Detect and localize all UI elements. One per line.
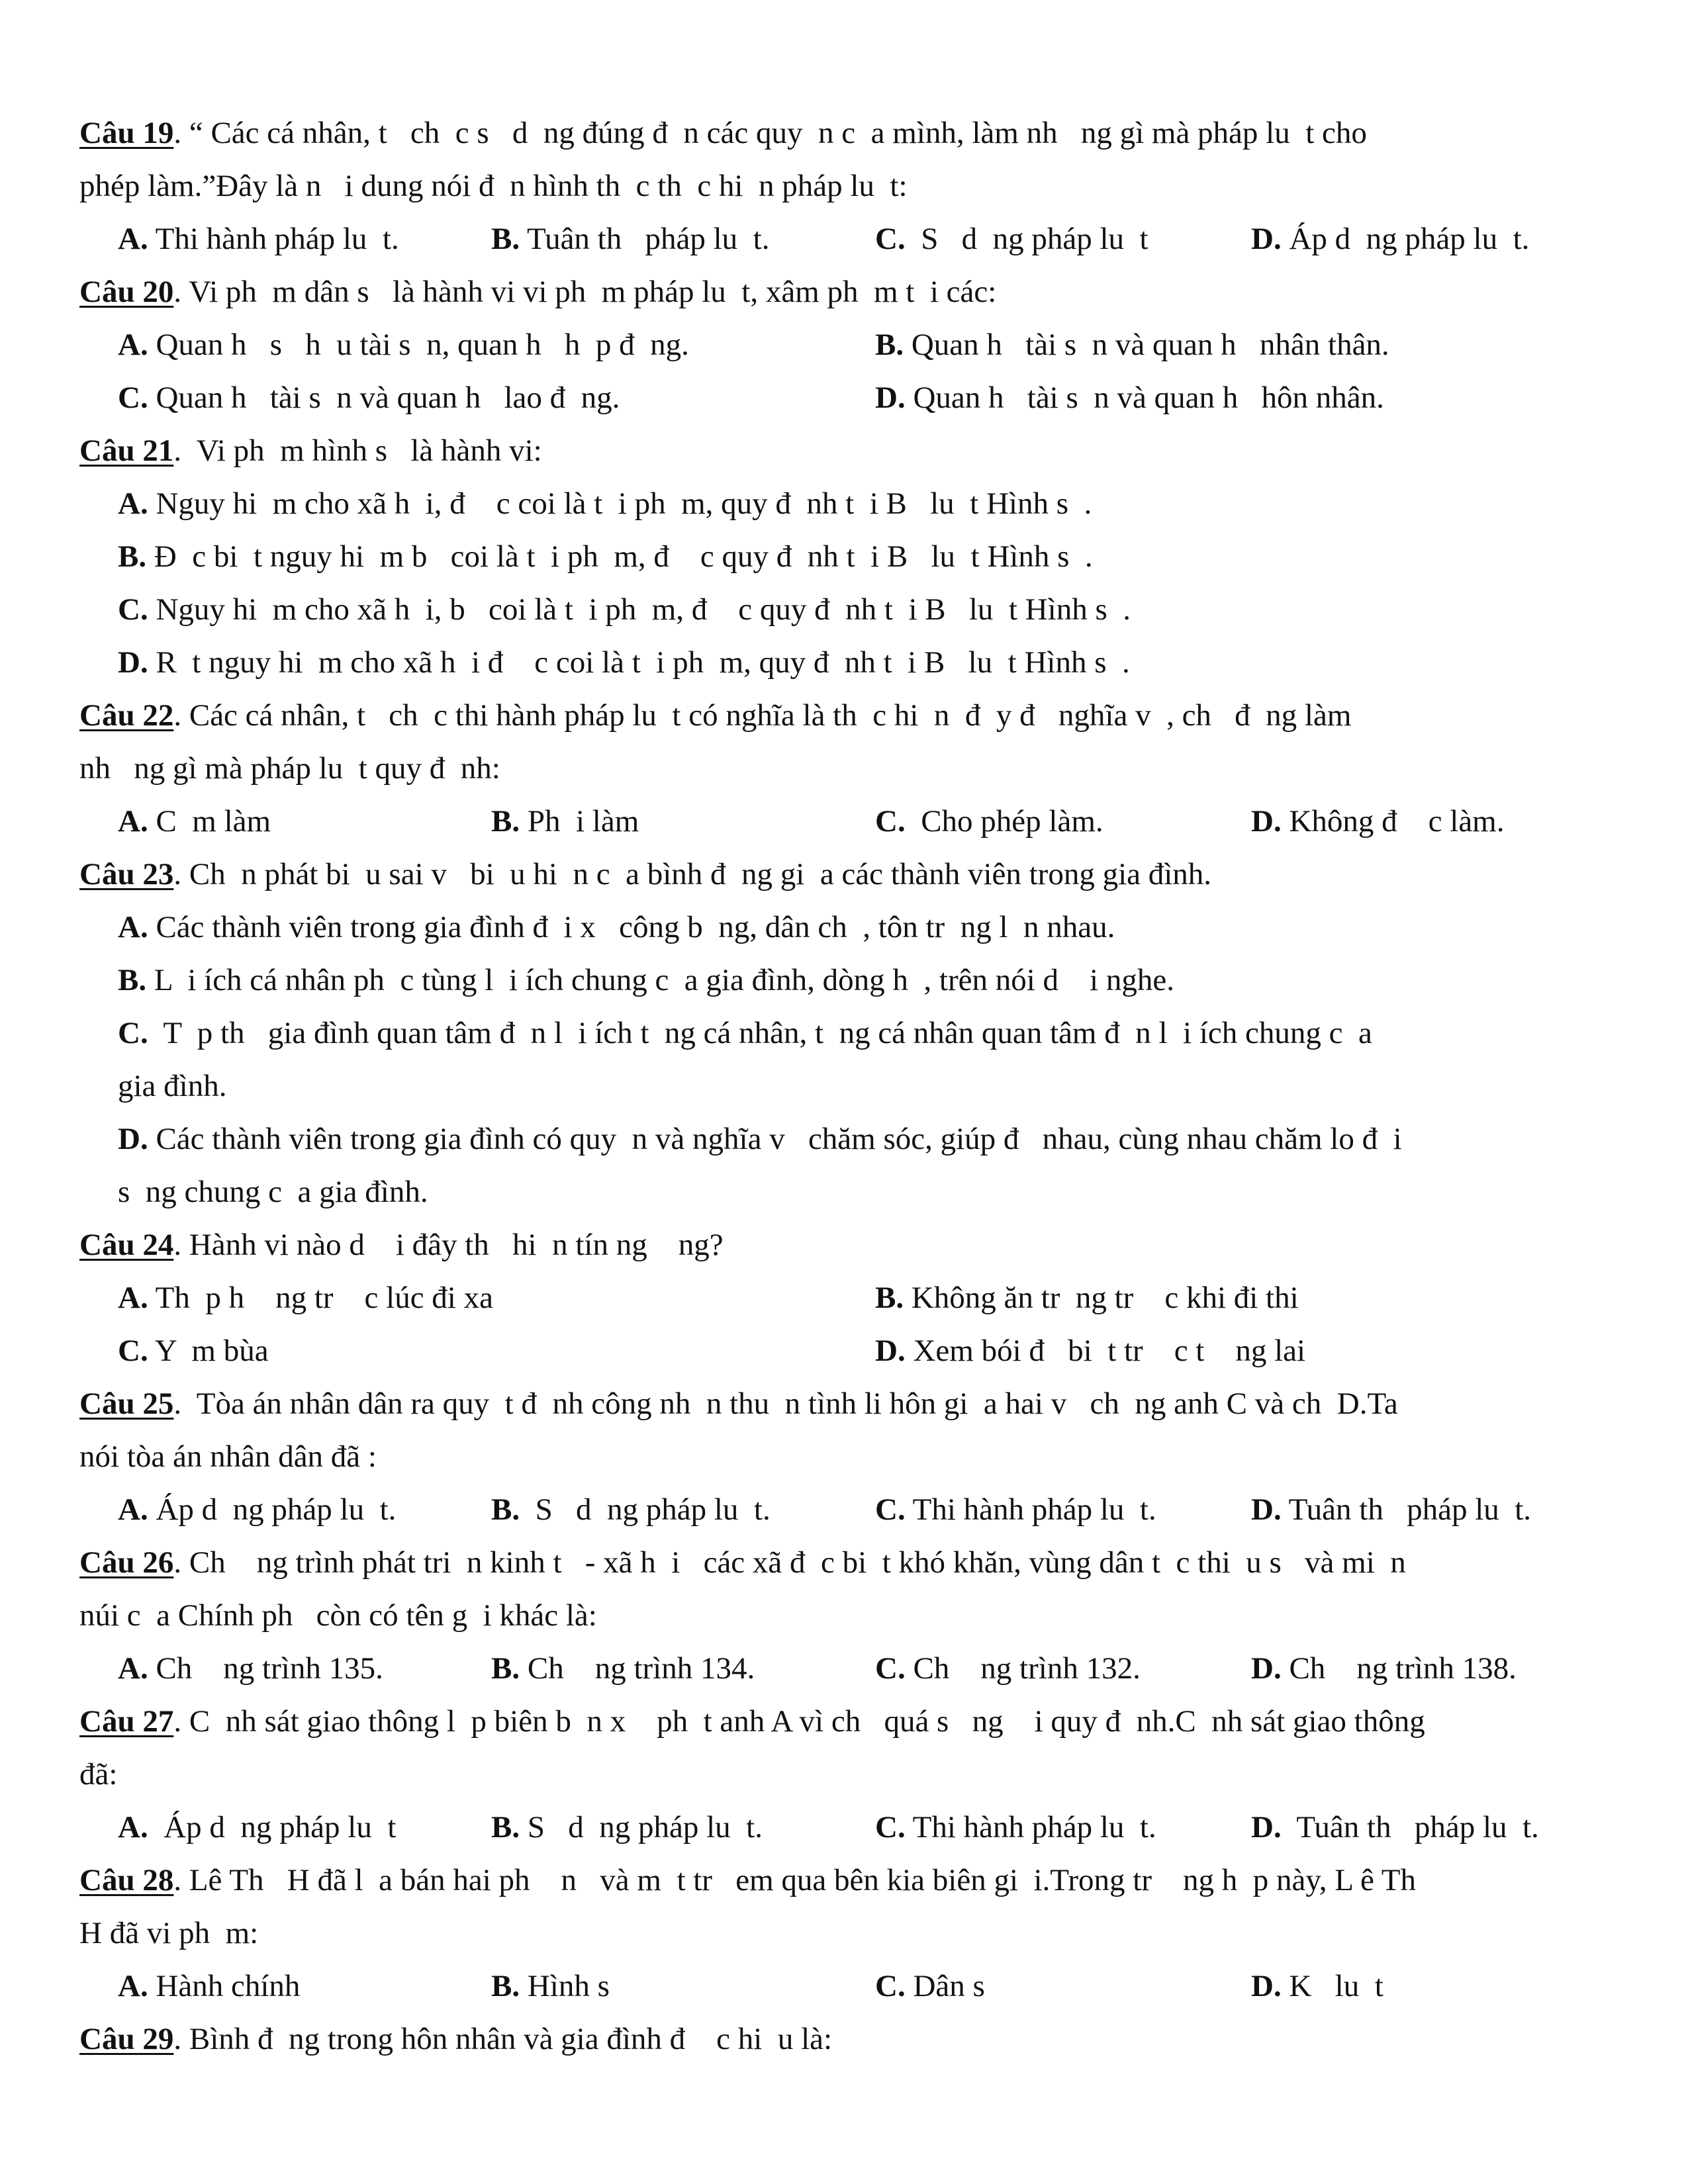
answer-option[interactable] [491,1653,755,1684]
option-text: Quan h tài s n và quan h lao đ ng. [148,381,620,415]
answer-option[interactable] [875,1653,1141,1684]
option-text: T p th gia đình quan tâm đ n l i ích t ng cá nhân, t ng cá nhân quan tâm đ n l i ích chung c a [148,1016,1372,1050]
option-text: Ch ng trình 132. [905,1651,1141,1686]
option-text: Quan h s h u tài s n, quan h h p đ ng. [148,328,689,362]
option-text: Thi hành pháp lu t. [905,1492,1156,1527]
question-text: . Vi ph m dân s là hành vi vi ph m pháp lu t, xâm ph m t i các: [173,275,997,309]
option-letter: D. [875,1334,906,1368]
question-stem [79,1388,1398,1420]
option-text: Không ăn tr ng tr c khi đi thi [904,1281,1299,1315]
question-label: Câu 29 [79,2022,174,2056]
option-letter: C. [118,1016,148,1050]
answer-option[interactable] [118,1336,269,1367]
option-text: Dân s [905,1969,985,2003]
option-letter: D. [1251,1810,1282,1844]
answer-option[interactable] [1251,1653,1517,1684]
question-label: Câu 22 [79,698,174,733]
question-text: . Tòa án nhân dân ra quy t đ nh công nh n thu n tình li hôn gi a hai v ch ng anh C và ch D.Ta [173,1387,1398,1421]
question-stem [79,1865,1416,1896]
option-letter: B. [491,1651,520,1686]
option-letter: B. [491,804,520,839]
option-text: Nguy hi m cho xã h i, đ c coi là t i ph m, quy đ nh t i B lu t Hình s . [148,486,1092,521]
question-stem [79,1706,1425,1737]
option-letter: A. [118,1810,148,1844]
option-letter: C. [118,381,148,415]
option-text: Đ c bi t nguy hi m b coi là t i ph m, đ c quy đ nh t i B lu t Hình s . [146,539,1093,574]
question-text: nói tòa án nhân dân đã : [79,1439,377,1474]
answer-option[interactable] [491,1971,610,2002]
option-letter: C. [875,1651,906,1686]
question-stem [79,2024,832,2055]
answer-option[interactable] [491,806,639,837]
answer-option[interactable] [118,1653,383,1684]
question-label: Câu 26 [79,1545,174,1580]
option-text: Quan h tài s n và quan h nhân thân. [904,328,1389,362]
answer-option[interactable] [1251,224,1529,255]
option-letter: A. [118,804,148,839]
option-text-cont: gia đình. [118,1069,227,1103]
question-label: Câu 20 [79,275,174,309]
question-label: Câu 24 [79,1228,174,1262]
option-text: Các thành viên trong gia đình có quy n và nghĩa v chăm sóc, giúp đ nhau, cùng nhau chăm lo đ i [148,1122,1402,1156]
answer-option[interactable] [118,806,271,837]
option-text: S d ng pháp lu t. [520,1810,763,1844]
option-text: L i ích cá nhân ph c tùng l i ích chung c a gia đình, dòng h , trên nói d i nghe. [146,963,1174,997]
answer-option[interactable] [1251,1494,1531,1525]
option-letter: A. [118,1651,148,1686]
question-stem [79,859,1211,890]
option-text: Ph i làm [520,804,639,839]
question-text: . Bình đ ng trong hôn nhân và gia đình đ c hi u là: [173,2022,833,2056]
option-text: S d ng pháp lu t [905,222,1149,256]
option-letter: C. [118,592,148,627]
option-letter: A. [118,910,148,944]
answer-option[interactable] [491,1812,763,1843]
answer-option[interactable] [875,1812,1156,1843]
question-text: nh ng gì mà pháp lu t quy đ nh: [79,751,500,786]
question-text: . Các cá nhân, t ch c thi hành pháp lu t có nghĩa là th c hi n đ y đ nghĩa v , ch đ ng làm [173,698,1352,733]
answer-option[interactable] [118,330,689,361]
option-letter: A. [118,1969,148,2003]
option-letter: A. [118,486,148,521]
answer-option[interactable] [875,224,1149,255]
answer-option[interactable] [875,1336,1305,1367]
option-text: Thi hành pháp lu t. [148,222,399,256]
question-stem-cont [79,1441,377,1473]
question-text: . Ch ng trình phát tri n kinh t - xã h i các xã đ c bi t khó khăn, vùng dân t c thi u s và mi n [173,1545,1406,1580]
option-letter: D. [1251,1969,1282,2003]
answer-option[interactable] [1251,1812,1539,1843]
option-text: Th p h ng tr c lúc đi xa [148,1281,493,1315]
option-text: Ch ng trình 135. [148,1651,383,1686]
option-letter: B. [875,328,904,362]
option-letter: D. [118,645,148,680]
question-stem [79,435,542,467]
option-letter: D. [1251,804,1282,839]
option-letter: D. [1251,1492,1282,1527]
question-text: . “ Các cá nhân, t ch c s d ng đúng đ n các quy n c a mình, làm nh ng gì mà pháp lu t cho [173,116,1367,150]
question-label: Câu 19 [79,116,174,150]
question-label: Câu 25 [79,1387,174,1421]
option-letter: C. [875,1969,906,2003]
option-letter: B. [118,539,147,574]
option-letter: C. [875,1810,906,1844]
answer-option[interactable] [118,1018,1372,1049]
option-letter: D. [118,1122,148,1156]
option-text: Các thành viên trong gia đình đ i x công b ng, dân ch , tôn tr ng l n nhau. [148,910,1115,944]
option-text: Quan h tài s n và quan h hôn nhân. [905,381,1384,415]
option-letter: B. [491,222,520,256]
answer-option[interactable] [875,383,1384,414]
question-label: Câu 28 [79,1863,174,1897]
option-text: Tuân th pháp lu t. [520,222,770,256]
option-text: Tuân th pháp lu t. [1281,1810,1539,1844]
option-text: S d ng pháp lu t. [520,1492,771,1527]
option-letter: B. [491,1810,520,1844]
option-text: Cho phép làm. [905,804,1103,839]
question-stem-cont [79,171,908,202]
option-text: Hành chính [148,1969,301,2003]
option-text: Y m bùa [148,1334,269,1368]
answer-option[interactable] [118,912,1115,943]
option-letter: A. [118,1492,148,1527]
answer-option[interactable] [118,541,1093,572]
option-letter: B. [491,1492,520,1527]
option-letter: D. [1251,1651,1282,1686]
option-text: Áp d ng pháp lu t. [148,1492,397,1527]
question-stem-cont [79,1759,117,1790]
option-text: Áp d ng pháp lu t. [1281,222,1530,256]
answer-option[interactable] [118,1971,300,2002]
option-text: R t nguy hi m cho xã h i đ c coi là t i ph m, quy đ nh t i B lu t Hình s . [148,645,1130,680]
option-letter: D. [875,381,906,415]
question-label: Câu 23 [79,857,174,891]
question-label: Câu 27 [79,1704,174,1739]
question-stem-cont [79,1600,597,1631]
question-stem-cont [79,753,500,784]
question-text: đã: [79,1757,118,1792]
option-letter: C. [875,222,906,256]
question-text: . Hành vi nào d i đây th hi n tín ng ng? [173,1228,724,1262]
answer-option[interactable] [118,647,1130,678]
question-text: núi c a Chính ph còn có tên g i khác là: [79,1598,597,1633]
answer-option[interactable] [875,806,1103,837]
question-text: . Ch n phát bi u sai v bi u hi n c a bình đ ng gi a các thành viên trong gia đình. [173,857,1212,891]
option-text: Tuân th pháp lu t. [1281,1492,1532,1527]
option-text: Hình s [520,1969,610,2003]
answer-option[interactable] [491,224,769,255]
question-stem [79,1230,724,1261]
answer-option[interactable] [118,1812,396,1843]
option-letter: A. [118,1281,148,1315]
option-letter: B. [875,1281,904,1315]
option-text: C m làm [148,804,271,839]
answer-option[interactable] [118,594,1131,625]
option-text: Nguy hi m cho xã h i, b coi là t i ph m, đ c quy đ nh t i B lu t Hình s . [148,592,1131,627]
answer-option[interactable] [118,1494,396,1525]
option-text: Ch ng trình 138. [1281,1651,1517,1686]
question-stem [79,118,1367,149]
answer-option[interactable] [1251,1971,1383,2002]
answer-option[interactable] [118,1124,1402,1155]
answer-option[interactable] [875,330,1389,361]
option-text: K lu t [1281,1969,1383,2003]
answer-option[interactable] [875,1494,1156,1525]
question-text: . Lê Th H đã l a bán hai ph n và m t tr em qua bên kia biên gi i.Trong tr ng h p này, L ê Th [173,1863,1416,1897]
option-text: Xem bói đ bi t tr c t ng lai [905,1334,1306,1368]
answer-option[interactable] [118,383,620,414]
answer-option[interactable] [875,1283,1299,1314]
option-letter: C. [875,804,906,839]
answer-option[interactable] [491,1494,771,1525]
answer-option[interactable] [118,224,399,255]
question-stem [79,700,1351,731]
question-label: Câu 21 [79,433,174,468]
option-letter: B. [118,963,147,997]
question-text: phép làm.”Đây là n i dung nói đ n hình th c th c hi n pháp lu t: [79,169,908,203]
option-text: Áp d ng pháp lu t [148,1810,397,1844]
answer-option[interactable] [875,1971,985,2002]
option-letter: C. [118,1334,148,1368]
question-text: H đã vi ph m: [79,1916,259,1950]
question-stem-cont [79,1918,258,1949]
question-text: . Vi ph m hình s là hành vi: [173,433,542,468]
option-text: Ch ng trình 134. [520,1651,755,1686]
answer-option[interactable] [118,1283,493,1314]
answer-option[interactable] [118,965,1174,996]
question-stem [79,1547,1406,1578]
option-letter: B. [491,1969,520,2003]
option-letter: A. [118,328,148,362]
option-letter: A. [118,222,148,256]
option-text: Thi hành pháp lu t. [905,1810,1156,1844]
answer-option[interactable] [118,488,1092,520]
option-text: Không đ c làm. [1281,804,1505,839]
question-stem [79,277,996,308]
option-letter: C. [875,1492,906,1527]
answer-option[interactable] [1251,806,1504,837]
option-letter: D. [1251,222,1282,256]
question-text: . C nh sát giao thông l p biên b n x ph t anh A vì ch quá s ng i quy đ nh.C nh sát giao thông [173,1704,1425,1739]
option-text-cont: s ng chung c a gia đình. [118,1175,428,1209]
